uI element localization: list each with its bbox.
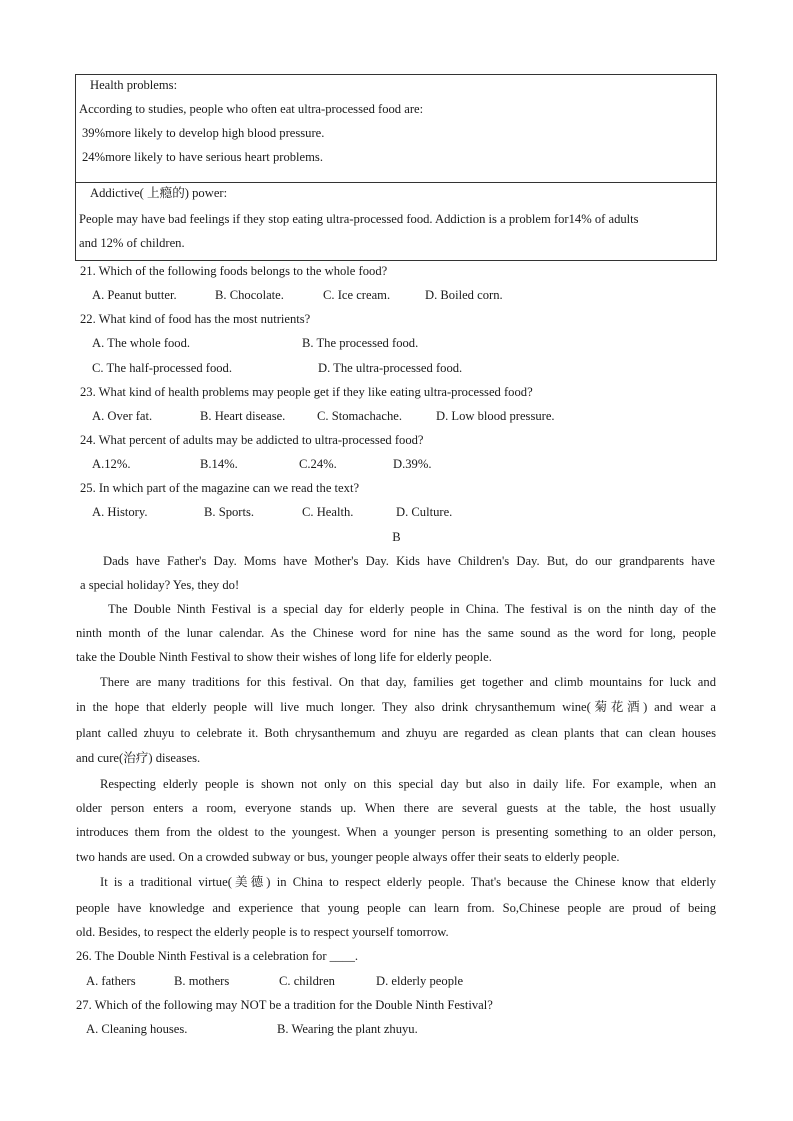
question-stem: 26. The Double Ninth Festival is a celebration for ____. xyxy=(76,949,359,963)
paragraph-line: introduces them from the oldest to the youngest. When a younger person is presenting something to an older person, xyxy=(76,825,716,839)
paragraph-line: Dads have Father's Day. Moms have Mother's Day. Kids have Children's Day. But, do our grandparents have xyxy=(103,554,715,568)
answer-option: C. Stomachache. xyxy=(317,409,402,423)
paragraph-line: plant called zhuyu to celebrate it. Both chrysanthemum and zhuyu are regarded as clean plants that can clean houses xyxy=(76,726,716,740)
answer-option: B. Chocolate. xyxy=(215,288,284,302)
table-intro: According to studies, people who often eat ultra-processed food are: xyxy=(79,102,424,116)
answer-option: C. children xyxy=(279,974,335,988)
paragraph-line: There are many traditions for this festival. On that day, families get together and climb mountains for luck and xyxy=(100,675,716,689)
answer-option: A. History. xyxy=(92,505,148,519)
table-stat: 39%more likely to develop high blood pressure. xyxy=(82,126,325,140)
answer-option: B. The processed food. xyxy=(302,336,419,350)
answer-option: C. Ice cream. xyxy=(323,288,391,302)
section-heading: B xyxy=(392,530,401,544)
table-stat: 24%more likely to have serious heart problems. xyxy=(82,150,323,164)
answer-option: D. Low blood pressure. xyxy=(436,409,555,423)
answer-option: D. elderly people xyxy=(376,974,464,988)
answer-option: B. Wearing the plant zhuyu. xyxy=(277,1022,418,1036)
paragraph-line: Respecting elderly people is shown not only on this special day but also in daily life. For example, when an xyxy=(100,777,716,791)
question-stem: 21. Which of the following foods belongs to the whole food? xyxy=(80,264,388,278)
answer-option: D.39%. xyxy=(393,457,432,471)
paragraph-line: old. Besides, to respect the elderly people is to respect yourself tomorrow. xyxy=(76,925,449,939)
paragraph-line: It is a traditional virtue(美德) in China to respect elderly people. That's because the Chinese know that elderly xyxy=(100,875,716,889)
answer-option: B. Heart disease. xyxy=(200,409,286,423)
table-text: and 12% of children. xyxy=(79,236,185,250)
question-stem: 27. Which of the following may NOT be a tradition for the Double Ninth Festival? xyxy=(76,998,493,1012)
answer-option: A.12%. xyxy=(92,457,131,471)
paragraph-line: a special holiday? Yes, they do! xyxy=(80,578,240,592)
question-stem: 24. What percent of adults may be addicted to ultra-processed food? xyxy=(80,433,424,447)
paragraph-line: two hands are used. On a crowded subway or bus, younger people always offer their seats to elderly people. xyxy=(76,850,620,864)
answer-option: B. mothers xyxy=(174,974,230,988)
answer-option: C. Health. xyxy=(302,505,354,519)
answer-option: D. The ultra-processed food. xyxy=(318,361,463,375)
answer-option: C. The half-processed food. xyxy=(92,361,233,375)
answer-option: C.24%. xyxy=(299,457,337,471)
answer-option: D. Culture. xyxy=(396,505,453,519)
paragraph-line: in the hope that elderly people will live much longer. They also drink chrysanthemum wine(菊花酒) and wear a xyxy=(76,700,716,714)
answer-option: A. fathers xyxy=(86,974,136,988)
paragraph-line: The Double Ninth Festival is a special day for elderly people in China. The festival is on the ninth day of the xyxy=(108,602,716,616)
paragraph-line: take the Double Ninth Festival to show their wishes of long life for elderly people. xyxy=(76,650,492,664)
table-section-title: Health problems: xyxy=(90,78,178,92)
answer-option: B. Sports. xyxy=(204,505,255,519)
table-text: People may have bad feelings if they stop eating ultra-processed food. Addiction is a problem for14% of adults xyxy=(79,212,639,226)
paragraph-line: older person enters a room, everyone stands up. When there are several guests at the table, the host usually xyxy=(76,801,716,815)
answer-option: D. Boiled corn. xyxy=(425,288,503,302)
question-stem: 22. What kind of food has the most nutrients? xyxy=(80,312,311,326)
paragraph-line: and cure(治疗) diseases. xyxy=(76,751,201,765)
paragraph-line: ninth month of the lunar calendar. As the Chinese word for nine has the same sound as the word for long, people xyxy=(76,626,716,640)
answer-option: B.14%. xyxy=(200,457,238,471)
table-divider xyxy=(76,182,716,183)
table-section-title: Addictive( 上瘾的) power: xyxy=(90,186,228,200)
answer-option: A. The whole food. xyxy=(92,336,191,350)
question-stem: 23. What kind of health problems may people get if they like eating ultra-processed food? xyxy=(80,385,533,399)
paragraph-line: people have knowledge and experience that young people can learn from. So,Chinese people are proud of being xyxy=(76,901,716,915)
answer-option: A. Over fat. xyxy=(92,409,153,423)
question-stem: 25. In which part of the magazine can we read the text? xyxy=(80,481,360,495)
answer-option: A. Peanut butter. xyxy=(92,288,177,302)
answer-option: A. Cleaning houses. xyxy=(86,1022,188,1036)
